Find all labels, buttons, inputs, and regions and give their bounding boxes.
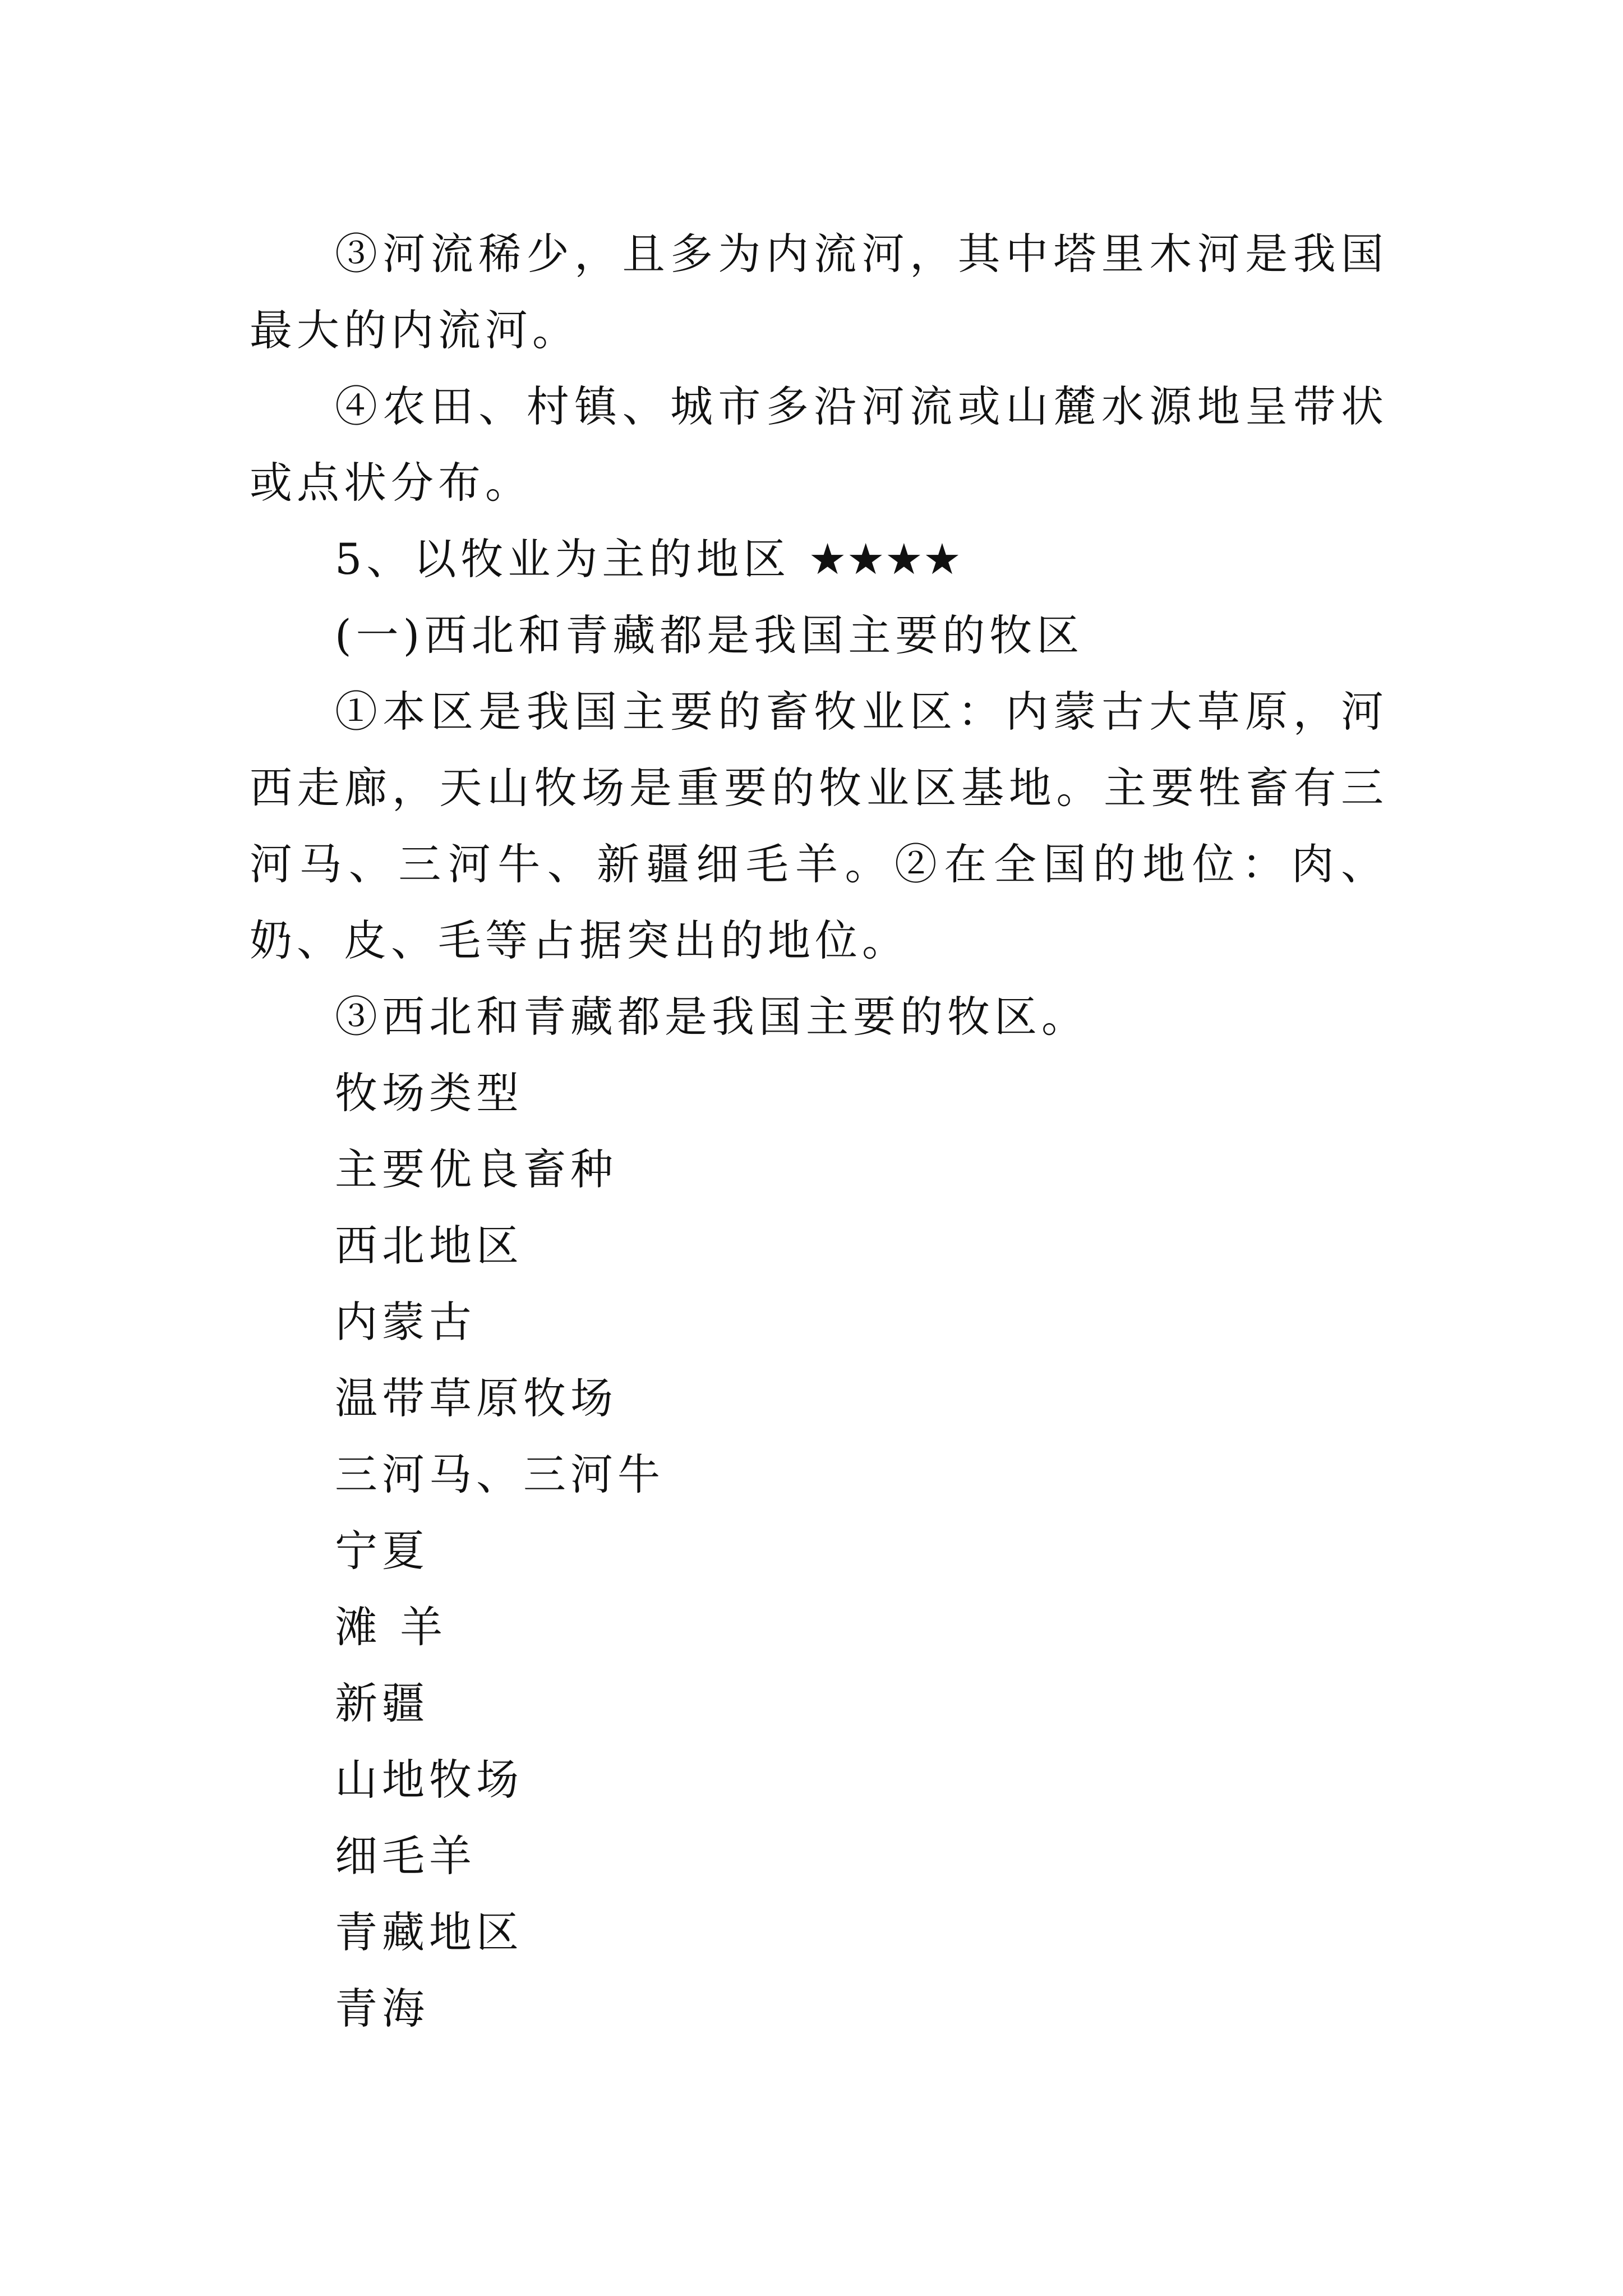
paragraph-settlements: ④农田、村镇、城市多沿河流或山麓水源地呈带状或点状分布。 [250,381,1388,508]
paragraph-rivers: ③河流稀少，且多为内流河，其中塔里木河是我国最大的内流河。 [250,229,1388,355]
table-item: 内蒙古 [335,1297,476,1347]
table-item: 牧场类型 [335,1068,523,1118]
paragraph-summary: ③西北和青藏都是我国主要的牧区。 [335,992,1089,1042]
table-item: 新疆 [335,1678,429,1728]
table-item: 温带草原牧场 [335,1373,617,1423]
pasture-table-list [250,1055,1388,2047]
document-body [250,216,1388,2047]
table-item: 宁夏 [335,1526,429,1576]
table-item: 滩 羊 [335,1602,448,1652]
importance-stars: ★★★★ [808,534,962,584]
table-item: 山地牧场 [335,1755,523,1805]
table-item: 细毛羊 [335,1831,476,1881]
section-heading-text: 5、以牧业为主的地区 [335,534,791,584]
paragraph-main: ①本区是我国主要的畜牧业区：内蒙古大草原，河西走廊，天山牧场是重要的牧业区基地。主要牲畜有三河马、三河牛、新疆细毛羊。②在全国的地位：肉、奶、皮、毛等占据突出的地位。 [250,687,1388,965]
subheading: (一)西北和青藏都是我国主要的牧区 [335,610,1084,660]
table-item: 三河马、三河牛 [335,1450,665,1499]
table-item: 青海 [335,1984,429,2033]
section-heading [250,521,1388,597]
table-item: 西北地区 [335,1221,523,1271]
table-item: 青藏地区 [335,1907,523,1957]
table-item: 主要优良畜种 [335,1144,617,1194]
